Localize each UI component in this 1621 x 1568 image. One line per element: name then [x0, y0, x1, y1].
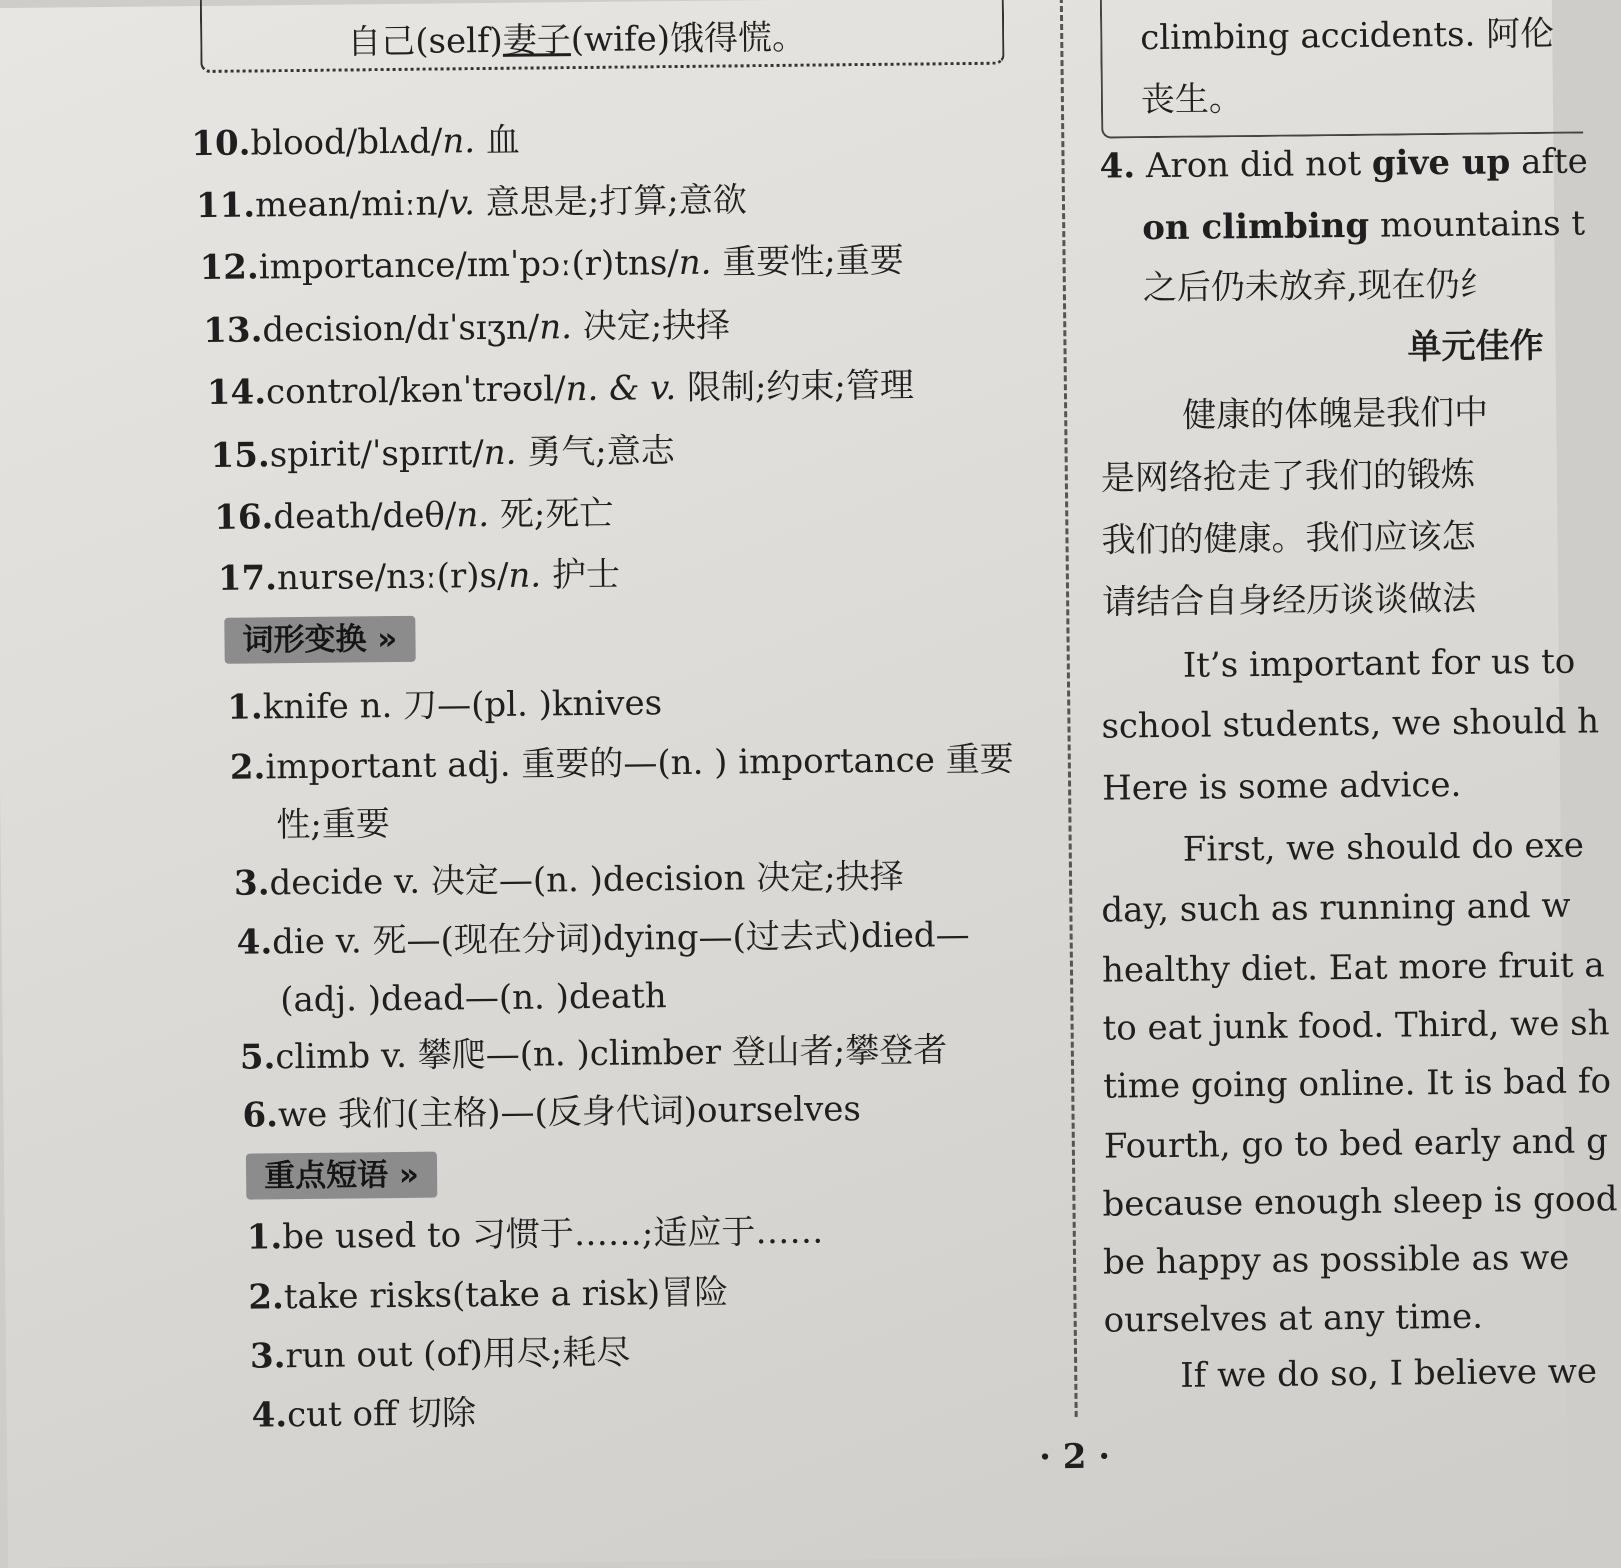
essay-prompt-line: 我们的健康。我们应该怎: [1101, 516, 1476, 561]
essay-line: If we do so, I believe we: [1180, 1351, 1598, 1396]
tip-underlined-word: 妻子: [502, 20, 572, 61]
column-divider: [1060, 0, 1078, 1417]
section-banner-word-forms: 词形变换 »: [224, 616, 415, 664]
tip-box-text: [347, 10, 806, 64]
essay-prompt-line: 健康的体魄是我们中: [1181, 392, 1489, 436]
essay-line: Here is some advice.: [1101, 764, 1462, 809]
vocab-item: 16.death/deθ/n. 死;死亡: [214, 493, 614, 538]
word-form-item: 2.important adj. 重要的—(n. ) importance 重要: [229, 739, 1014, 788]
page-number: · 2 ·: [1038, 1436, 1111, 1478]
phrase-item: 2.take risks(take a risk)冒险: [248, 1272, 729, 1318]
right-box-line: 丧生。: [1140, 79, 1244, 121]
section-heading-model-essay: 单元佳作: [1407, 325, 1544, 368]
tip-part-2: (wife)饿得慌。: [570, 17, 807, 61]
vocab-item: 11.mean/miːn/v. 意思是;打算;意欲: [195, 180, 747, 227]
right-box-line: climbing accidents. 阿伦: [1140, 13, 1555, 59]
word-form-item-continued: (adj. )dead—(n. )death: [280, 976, 667, 1021]
word-form-item: 1.knife n. 刀—(pl. )knives: [227, 683, 663, 728]
essay-line: to eat junk food. Third, we sh: [1102, 1003, 1610, 1049]
essay-line: It’s important for us to: [1182, 641, 1576, 686]
essay-line: time going online. It is bad fo: [1103, 1061, 1612, 1107]
word-form-item: 5.climb v. 攀爬—(n. )climber 登山者;攀登者: [239, 1030, 948, 1078]
phrase-item: 3.run out (of)用尽;耗尽: [249, 1332, 631, 1377]
vocab-item: 14.control/kənˈtrəʊl/n. & v. 限制;约束;管理: [206, 365, 915, 413]
word-form-item: 3.decide v. 决定—(n. )decision 决定;抉择: [233, 856, 904, 904]
word-form-item-continued: 性;重要: [276, 804, 391, 846]
right-item-4: 4. Aron did not give up afte: [1099, 141, 1588, 187]
essay-line: school students, we should h: [1101, 701, 1600, 747]
right-item-4-line3: 之后仍未放弃,现在仍纟: [1142, 264, 1494, 309]
phrase-item: 4.cut off 切除: [251, 1393, 477, 1436]
vocab-item: 13.decision/dɪˈsɪʒn/n. 决定;抉择: [203, 305, 731, 352]
vocab-item: 10.blood/blʌd/n. 血: [191, 120, 521, 165]
vocab-item: 17.nurse/nɜː(r)s/n. 护士: [217, 554, 621, 599]
phrase-item: 1.be used to 习惯于……;适应于……: [246, 1211, 824, 1258]
vocab-item: 12.importance/ɪmˈpɔː(r)tns/n. 重要性;重要: [199, 240, 904, 289]
essay-line: First, we should do exe: [1182, 825, 1585, 870]
word-form-item: 6.we 我们(主格)—(反身代词)ourselves: [242, 1089, 862, 1136]
essay-line: be happy as possible as we: [1102, 1237, 1570, 1283]
essay-line: Fourth, go to bed early and g: [1103, 1121, 1609, 1167]
essay-line: ourselves at any time.: [1103, 1296, 1484, 1341]
essay-line: day, such as running and w: [1101, 885, 1571, 931]
word-form-item: 4.die v. 死—(现在分词)dying—(过去式)died—: [236, 915, 970, 963]
section-banner-phrases: 重点短语 »: [246, 1152, 437, 1200]
vocab-item: 15.spirit/ˈspɪrɪt/n. 勇气;意志: [210, 431, 675, 476]
right-item-4-line2: on climbing mountains t: [1142, 203, 1586, 249]
essay-line: healthy diet. Eat more fruit a: [1101, 945, 1605, 991]
essay-prompt-line: 请结合自身经历谈谈做法: [1101, 578, 1477, 623]
essay-prompt-line: 是网络抢走了我们的锻炼: [1100, 454, 1476, 499]
tip-part-1: 自己(self): [347, 20, 504, 63]
essay-line: because enough sleep is good: [1102, 1179, 1618, 1225]
